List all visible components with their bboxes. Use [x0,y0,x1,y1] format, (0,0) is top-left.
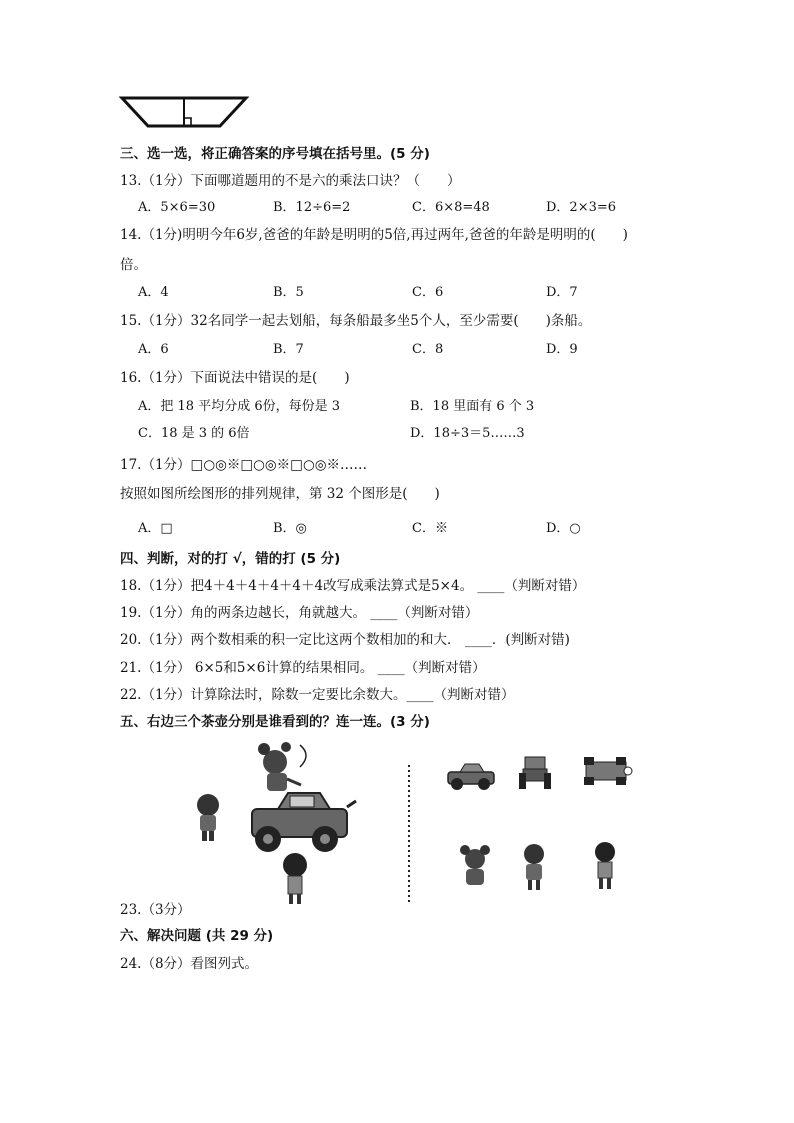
child-bottom-figure [283,853,307,904]
truck-side-view [446,760,496,792]
question-14-cont: 倍。 [120,257,147,273]
q17-option-b: B．◎ [273,521,307,536]
question-17: 17.（1分）□○◎※□○◎※□○◎※…… [120,457,368,473]
boy-figure-right [520,842,548,892]
q16-option-c: C．18 是 3 的 6倍 [138,426,250,441]
question-24: 24.（8分）看图列式。 [120,956,259,972]
question-14: 14.（1分)明明今年6岁,爸爸的年龄是明明的5倍,再过两年,爸爸的年龄是明明的( ) [120,227,628,243]
q14-option-b: B．5 [273,285,304,300]
section-6-heading: 六、解决问题 (共 29 分) [120,928,274,944]
section-4-heading: 四、判断，对的打 √，错的打 (5 分) [120,551,341,567]
q17-option-c: C．※ [412,521,448,536]
question-20: 20.（1分）两个数相乘的积一定比这两个数相加的和大． ____．(判断对错) [120,632,570,648]
dotted-divider [407,765,411,905]
q15-option-d: D．9 [546,342,578,357]
girl-figure-right [455,845,495,893]
question-16: 16.（1分）下面说法中错误的是( ) [120,370,350,386]
q17-option-a: A．□ [138,521,173,536]
section-5-heading: 五、右边三个茶壶分别是谁看到的？连一连。(3 分) [120,714,430,730]
q16-option-a: A．把 18 平均分成 6份，每份是 3 [138,399,341,414]
q15-option-a: A．6 [138,342,169,357]
q16-option-b: B．18 里面有 6 个 3 [410,399,535,414]
question-21: 21.（1分） 6×5和5×6计算的结果相同。 ____（判断对错） [120,660,486,676]
truck-figure [252,793,356,852]
question-19: 19.（1分）角的两条边越长，角就越大。 ____（判断对错） [120,605,479,621]
trapezoid-figure [120,96,250,128]
truck-scene-illustration [190,737,370,907]
truck-front-view [517,755,553,791]
q13-option-c: C．6×8=48 [412,200,490,215]
q13-option-d: D．2×3=6 [546,200,617,215]
question-22: 22.（1分）计算除法时，除数一定要比余数大。____（判断对错） [120,687,515,703]
q13-option-a: A．5×6=30 [138,200,216,215]
q16-option-d: D．18÷3＝5……3 [410,426,525,441]
q14-option-a: A．4 [138,285,169,300]
q14-option-c: C．6 [412,285,444,300]
question-13: 13.（1分）下面哪道题用的不是六的乘法口诀？（ ） [120,173,461,189]
q15-option-b: B．7 [273,342,304,357]
section-3-heading: 三、选一选，将正确答案的序号填在括号里。(5 分) [120,146,430,162]
girl-top-figure [258,742,306,791]
question-15: 15.（1分）32名同学一起去划船，每条船最多坐5个人，至少需要( )条船。 [120,313,592,329]
child-back-figure-right [591,840,619,892]
question-17-cont: 按照如图所绘图形的排列规律，第 32 个图形是( ) [120,486,440,502]
q13-option-b: B．12÷6=2 [273,200,351,215]
boy-left-figure [197,794,219,841]
truck-top-view [580,756,632,786]
q15-option-c: C．8 [412,342,444,357]
question-18: 18.（1分）把4＋4＋4＋4＋4＋4改写成乘法算式是5×4。 ____（判断对错） [120,578,586,594]
q17-option-d: D．○ [546,521,581,536]
q14-option-d: D．7 [546,285,578,300]
question-23: 23.（3分） [120,902,191,918]
